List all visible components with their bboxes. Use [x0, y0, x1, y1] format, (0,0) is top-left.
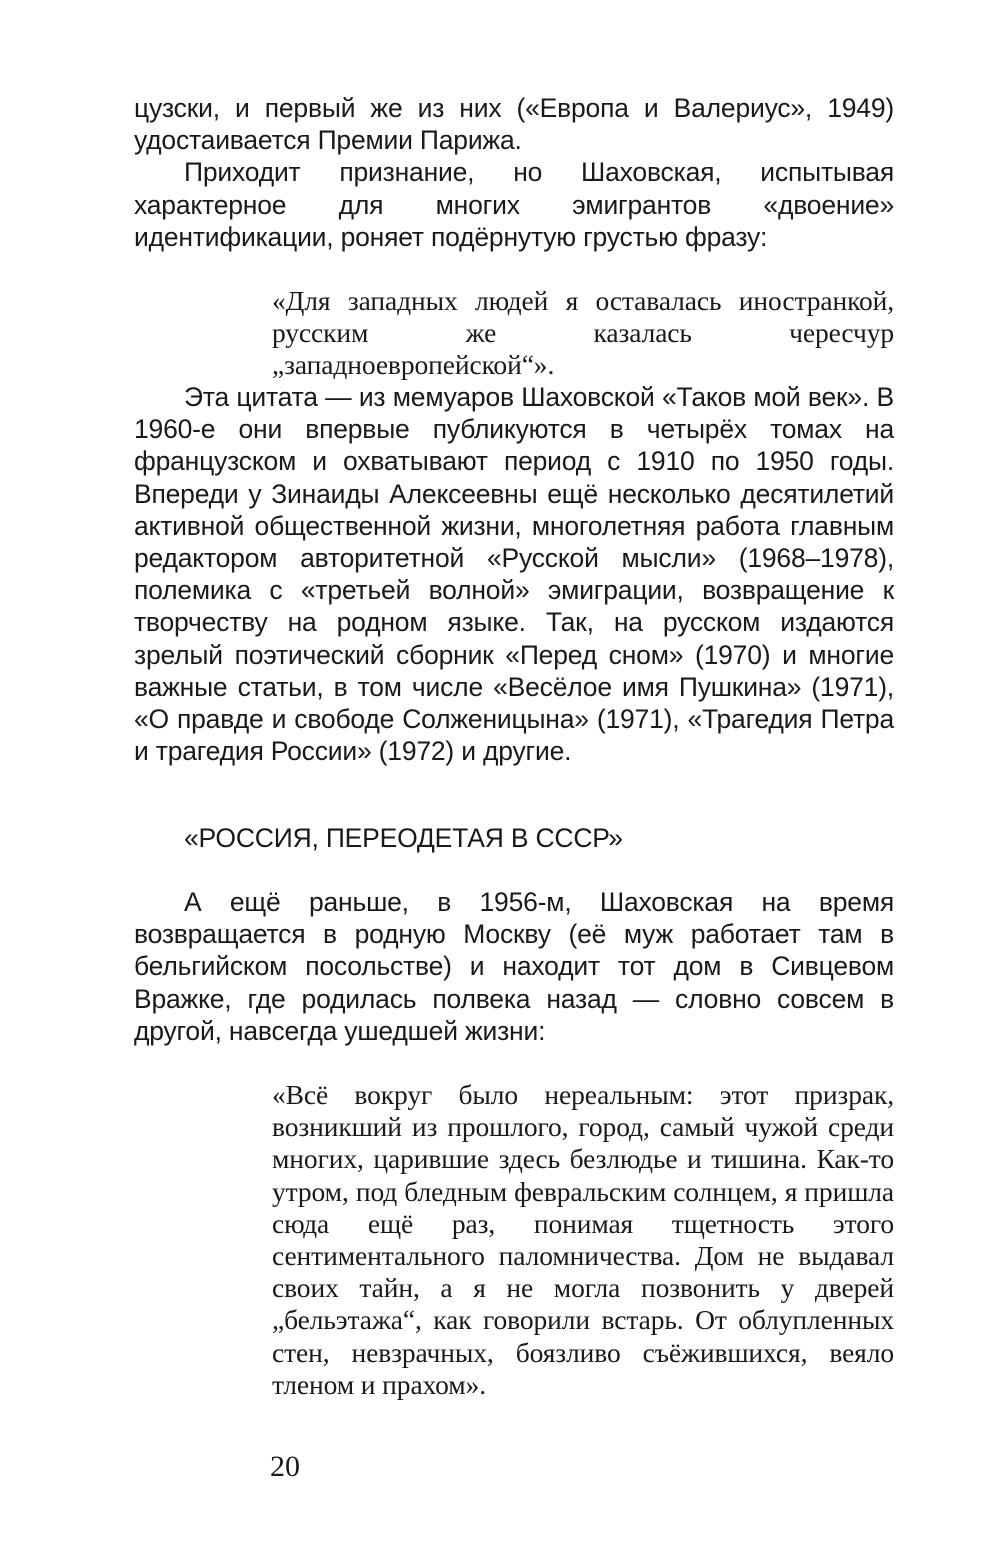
quote-text: «Всё вокруг было нереальным: этот призрак, возникший из прошлого, город, самый чужой среди многих, царившие здесь безлюдье и тишина. Как-то утром, под бледным февральским солнцем, я пришла сюда ещё раз, понимая тщетность этого сентиментального паломничества. Дом не выдавал своих тайн, а я не могла позвонить у дверей „бельэтажа“, как говорили встарь. От облупленных стен, невзрачных, боязливо съёжившихся, веяло тленом и прахом». [272, 1079, 894, 1400]
text-block-moscow [134, 886, 894, 1047]
paragraph-continuation: цузски, и первый же из них («Европа и Валериус», 1949) удостаивается Премии Парижа. [134, 93, 894, 156]
section-heading: «РОССИЯ, ПЕРЕОДЕТАЯ В СССР» [184, 823, 623, 853]
quote-text: «Для западных людей я оставалась иностранкой, русским же казалась чересчур „западноевропейской“». [272, 285, 894, 381]
text-block-top [134, 92, 894, 253]
paragraph-recognition: Приходит признание, но Шаховская, испытывая характерное для многих эмигрантов «двоение» идентификации, роняет подёрнутую грустью фразу: [134, 157, 894, 252]
page-number: 20 [270, 1450, 300, 1483]
text-block-memoirs [134, 381, 894, 767]
paragraph-moscow: А ещё раньше, в 1956-м, Шаховская на время возвращается в родную Москву (её муж работает там в бельгийском посольстве) и находит тот дом в Сивцевом Вражке, где родилась полвека назад — словно совсем в другой, навсегда ушедшей жизни: [134, 887, 894, 1046]
quote-western-people [272, 285, 894, 382]
quote-unreal [272, 1079, 894, 1401]
paragraph-memoirs: Эта цитата — из мемуаров Шаховской «Таков мой век». В 1960-е они впервые публикуются в четырёх томах на французском и охватывают период с 1910 по 1950 годы. Впереди у Зинаиды Алексеевны ещё несколько десятилетий активной общественной жизни, многолетняя работа главным редактором авторитетной «Русской мысли» (1968–1978), полемика с «третьей волной» эмиграции, возвращение к творчеству на родном языке. Так, на русском издаются зрелый поэтический сборник «Перед сном» (1970) и многие важные статьи, в том числе «Весёлое имя Пушкина» (1971), «О правде и свободе Солженицына» (1971), «Трагедия Петра и трагедия России» (1972) и другие. [134, 382, 894, 767]
